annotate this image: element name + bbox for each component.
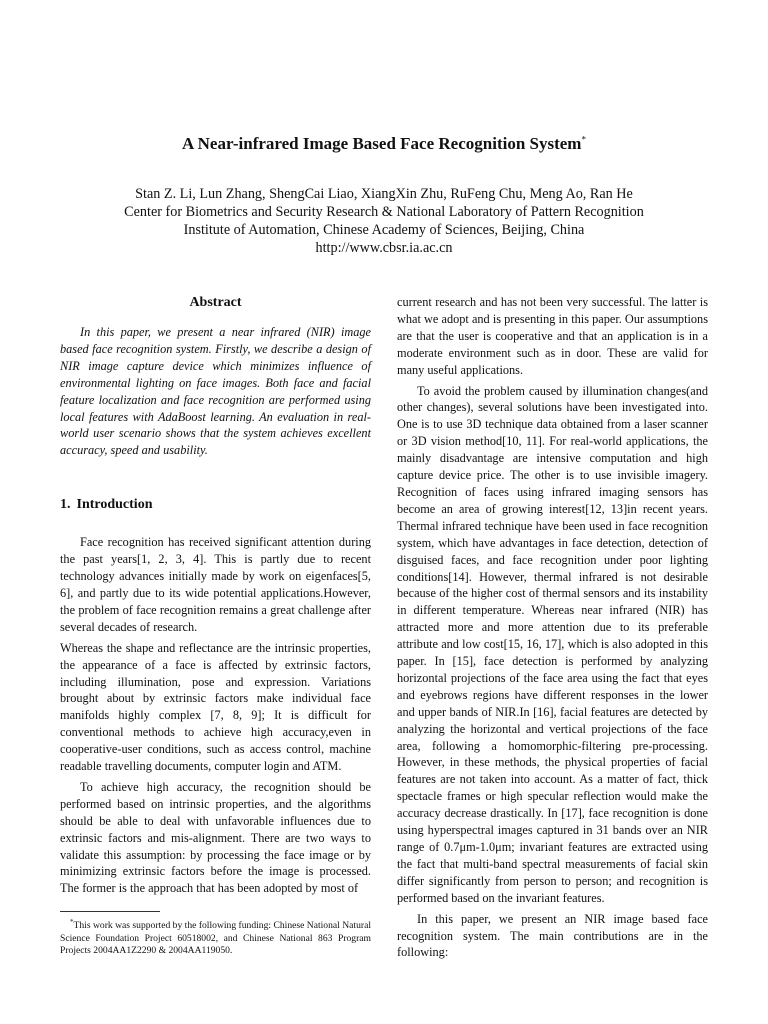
paper-title (0, 133, 768, 155)
footnote-mark: * (70, 918, 74, 927)
paper-title-text: A Near-infrared Image Based Face Recognition System (182, 134, 582, 153)
author-block (0, 185, 768, 257)
affiliation-line-1: Center for Biometrics and Security Research & National Laboratory of Pattern Recognition (124, 204, 644, 220)
section-number: 1. (60, 497, 71, 513)
abstract-heading: Abstract (189, 295, 242, 310)
section-heading-introduction (60, 496, 371, 514)
intro-paragraph-6: In this paper, we present an NIR image based face recognition system. The main contributions are in the following: (397, 911, 708, 960)
intro-paragraph-2: Whereas the shape and reflectance are the intrinsic properties, the appearance of a face is affected by extrinsic factors, including illumination, pose and expression. Variations brought about by extrinsic factors make individual face manifolds highly complex [7, 8, 9]; It is difficult for conventional methods to achieve high accuracy,even in cooperative-user conditions, such as access control, machine readable travelling documents, computer login and ATM. (60, 640, 371, 774)
affiliation-line-2: Institute of Automation, Chinese Academy of Sciences, Beijing, China (183, 222, 585, 238)
intro-paragraph-1: Face recognition has received significant attention during the past years[1, 2, 3, 4]. This is partly due to recent technology advances initially made by work on eigenfaces[5, 6], and partly due to its wide potential applications.However, the problem of face recognition remains a great challenge after several decades of research. (60, 535, 371, 634)
paper-url: http://www.cbsr.ia.ac.cn (315, 240, 453, 256)
intro-paragraph-3: To achieve high accuracy, the recognition should be performed based on intrinsic properties, and the algorithms should be able to deal with unfavorable influences due to extrinsic factors and mis-alignment. There are two ways to validate this assumption: by processing the face image or by minimizing extrinsic factors before the image is processed. The former is the approach that has been adopted by most of (60, 779, 371, 896)
footnote-rule (60, 911, 160, 912)
footnote-text: This work was supported by the following funding: Chinese National Natural Science Foundation Project 60518002, and Chinese National 863 Program Projects 2004AA1Z2290 & 2004AA119050. (60, 920, 371, 957)
right-column (397, 294, 708, 965)
title-footnote-mark: * (581, 134, 586, 145)
intro-paragraph-4: current research and has not been very successful. The latter is what we adopt and is presenting in this paper. Our assumptions are that the user is cooperative and that an application is in a moderate environment such as in door. These are valid for many useful applications. (397, 295, 708, 377)
left-column (60, 294, 371, 957)
footnote (60, 916, 371, 957)
intro-paragraph-5: To avoid the problem caused by illumination changes(and other changes), several solutions have been investigated into. One is to use 3D technique data obtained from a laser scanner or 3D vision method[10, 11]. For real-world applications, the mainly disadvantage are intensive computation and high capture device price. The other is to use invisible imagery. Recognition of faces using infrared imaging sensors has become an area of growing interest[12, 13]in recent years. Thermal infrared technique have been used in face recognition system, which have advantages in face detection, detection of disguised faces, and face recognition under poor lighting conditions[14]. However, thermal infrared is not desirable because of the higher cost of thermal sensors and its instability in different temperature. Whereas near infrared (NIR) has attracted more and more attention due to its preferable attribute and low cost[15, 16, 17], which is also adopted in this paper. In [15], face detection is performed by analyzing horizontal projections of the face area using the fact that eyes and eyebrows regions have different responses in the lower and upper bands of NIR.In [16], facial features are detected by analyzing the horizontal and vertical projections of the face area, following a homomorphic-filtering pre-processing. However, in these methods, the physical properties of facial features are not taken into account. As a matter of fact, thick spectacle frames or high specular reflection would make the accuracy decrease drastically. In [17], face recognition is done using hyperspectral images captured in 31 bands over an NIR range of 0.7μm-1.0μm; invariant features are extracted using the fact that multi-band spectral measurements of facial skin differ significantly from person to person; and recognition is performed based on the invariant features. (397, 383, 708, 905)
author-list: Stan Z. Li, Lun Zhang, ShengCai Liao, XiangXin Zhu, RuFeng Chu, Meng Ao, Ran He (135, 186, 633, 202)
section-title: Introduction (76, 497, 153, 513)
abstract-text: In this paper, we present a near infrared (NIR) image based face recognition system. Firstly, we describe a design of NIR image capture device which minimizes influence of environmental lighting on face images. Both face and facial feature localization and face recognition are performed using local features with AdaBoost learning. An evaluation in real-world user scenario shows that the system achieves excellent accuracy, speed and usability. (60, 325, 371, 458)
